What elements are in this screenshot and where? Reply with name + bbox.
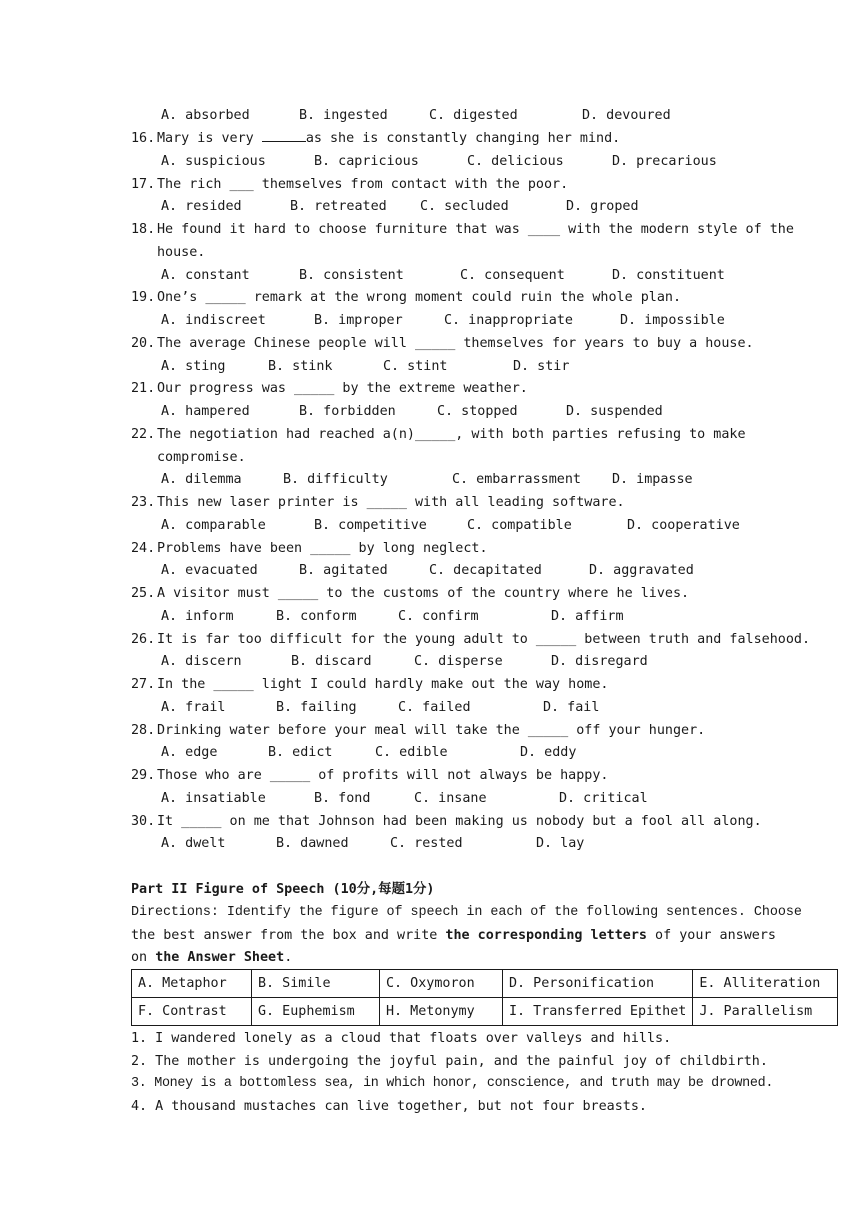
- question-number: 26.: [131, 632, 156, 647]
- question-number: 30.: [131, 814, 156, 829]
- question-number: 21.: [131, 381, 156, 396]
- option-a: A. comparable: [161, 518, 266, 533]
- sentence-1: 1. I wandered lonely as a cloud that floats over valleys and hills.: [131, 1031, 672, 1046]
- stem-text: Drinking water before your meal will take the _____ off your hunger.: [157, 723, 706, 738]
- directions-text: on: [131, 950, 156, 965]
- stem-text: The rich ___ themselves from contact with the poor.: [157, 177, 569, 192]
- option-c: C. confirm: [398, 609, 479, 624]
- q15-option-d: D. devoured: [582, 108, 671, 123]
- question-28-stem: [131, 721, 705, 741]
- q15-option-c: C. digested: [429, 108, 518, 123]
- question-23-stem: [131, 493, 625, 513]
- option-d: D. disregard: [551, 654, 648, 669]
- question-number: 17.: [131, 177, 156, 192]
- question-19-stem: [131, 288, 681, 308]
- part2-directions-line1: Directions: Identify the figure of speech in each of the following sentences. Choose: [131, 905, 802, 920]
- option-c: C. inappropriate: [444, 313, 573, 328]
- option-d: D. eddy: [520, 745, 577, 760]
- stem-text-after: as she is constantly changing her mind.: [305, 131, 621, 146]
- option-a: A. edge: [161, 745, 218, 760]
- stem-text: This new laser printer is _____ with all leading software.: [157, 495, 625, 510]
- question-number: 29.: [131, 768, 156, 783]
- option-c: C. consequent: [460, 268, 565, 283]
- option-d: D. critical: [559, 791, 648, 806]
- stem-text: Those who are _____ of profits will not always be happy.: [157, 768, 609, 783]
- question-number: 22.: [131, 427, 156, 442]
- option-a: A. insatiable: [161, 791, 266, 806]
- answer-sheet-emphasis: the Answer Sheet: [155, 950, 285, 965]
- stem-text-before: Mary is very: [157, 131, 262, 146]
- directions-emphasis: the corresponding letters: [445, 928, 647, 943]
- stem-text: It _____ on me that Johnson had been making us nobody but a fool all along.: [157, 814, 762, 829]
- option-a: A. inform: [161, 609, 234, 624]
- table-row: [132, 998, 838, 1026]
- option-b: B. conform: [276, 609, 357, 624]
- option-a: A. evacuated: [161, 563, 258, 578]
- option-d: D. precarious: [612, 154, 717, 169]
- question-18-stem-continued: house.: [157, 245, 206, 260]
- question-number: 16.: [131, 131, 156, 146]
- table-cell: D. Personification: [503, 970, 693, 998]
- question-24-stem: [131, 539, 488, 559]
- option-c: C. embarrassment: [452, 472, 581, 487]
- stem-text: The average Chinese people will _____ themselves for years to buy a house.: [157, 336, 754, 351]
- question-number: 18.: [131, 222, 156, 237]
- part2-heading: Part II Figure of Speech (10分,每题1分): [131, 882, 435, 897]
- option-c: C. secluded: [420, 199, 509, 214]
- directions-text: .: [284, 950, 293, 965]
- option-a: A. indiscreet: [161, 313, 266, 328]
- q15-option-b: B. ingested: [299, 108, 388, 123]
- option-b: B. stink: [268, 359, 333, 374]
- table-row: [132, 970, 838, 998]
- question-number: 28.: [131, 723, 156, 738]
- option-b: B. consistent: [299, 268, 404, 283]
- answer-blank: [262, 129, 306, 142]
- table-cell: J. Parallelism: [693, 998, 838, 1026]
- table-cell: H. Metonymy: [380, 998, 503, 1026]
- table-cell: E. Alliteration: [693, 970, 838, 998]
- question-30-stem: [131, 812, 762, 832]
- option-a: A. sting: [161, 359, 226, 374]
- question-25-stem: [131, 584, 689, 604]
- question-26-stem: [131, 630, 810, 650]
- option-b: B. retreated: [290, 199, 387, 214]
- question-number: 24.: [131, 541, 156, 556]
- option-a: A. discern: [161, 654, 242, 669]
- option-c: C. edible: [375, 745, 448, 760]
- option-c: C. stint: [383, 359, 448, 374]
- option-b: B. capricious: [314, 154, 419, 169]
- option-c: C. stopped: [437, 404, 518, 419]
- question-20-stem: [131, 334, 754, 354]
- question-21-stem: [131, 379, 528, 399]
- option-c: C. decapitated: [429, 563, 542, 578]
- option-c: C. failed: [398, 700, 471, 715]
- option-a: A. dwelt: [161, 836, 226, 851]
- option-c: C. delicious: [467, 154, 564, 169]
- option-c: C. disperse: [414, 654, 503, 669]
- stem-text: The negotiation had reached a(n)_____, with both parties refusing to make: [157, 427, 746, 442]
- option-d: D. constituent: [612, 268, 725, 283]
- question-number: 19.: [131, 290, 156, 305]
- option-d: D. suspended: [566, 404, 663, 419]
- stem-text: He found it hard to choose furniture that was ____ with the modern style of the: [157, 222, 794, 237]
- option-b: B. discard: [291, 654, 372, 669]
- table-cell: C. Oxymoron: [380, 970, 503, 998]
- question-29-stem: [131, 766, 608, 786]
- question-number: 20.: [131, 336, 156, 351]
- table-cell: I. Transferred Epithet: [503, 998, 693, 1026]
- option-d: D. affirm: [551, 609, 624, 624]
- option-b: B. competitive: [314, 518, 427, 533]
- stem-text: Our progress was _____ by the extreme weather.: [157, 381, 528, 396]
- stem-text: It is far too difficult for the young adult to _____ between truth and falsehood.: [157, 632, 811, 647]
- option-a: A. suspicious: [161, 154, 266, 169]
- table-cell: A. Metaphor: [132, 970, 252, 998]
- option-b: B. difficulty: [283, 472, 388, 487]
- option-d: D. stir: [513, 359, 570, 374]
- option-b: B. agitated: [299, 563, 388, 578]
- option-b: B. edict: [268, 745, 333, 760]
- option-b: B. failing: [276, 700, 357, 715]
- option-b: B. dawned: [276, 836, 349, 851]
- question-22-stem-continued: compromise.: [157, 450, 246, 465]
- stem-text: Problems have been _____ by long neglect.: [157, 541, 488, 556]
- question-17-stem: [131, 175, 568, 195]
- option-d: D. impasse: [612, 472, 693, 487]
- question-22-stem: [131, 425, 746, 445]
- sentence-4: 4. A thousand mustaches can live together, but not four breasts.: [131, 1099, 647, 1114]
- question-number: 25.: [131, 586, 156, 601]
- option-c: C. insane: [414, 791, 487, 806]
- option-a: A. frail: [161, 700, 226, 715]
- table-cell: G. Euphemism: [252, 998, 380, 1026]
- question-16-stem: [131, 129, 620, 149]
- option-a: A. resided: [161, 199, 242, 214]
- question-number: 23.: [131, 495, 156, 510]
- directions-text: of your answers: [646, 928, 776, 943]
- option-b: B. forbidden: [299, 404, 396, 419]
- question-number: 27.: [131, 677, 156, 692]
- option-d: D. groped: [566, 199, 639, 214]
- sentence-3: 3. Money is a bottomless sea, in which honor, conscience, and truth may be drowned.: [131, 1076, 774, 1091]
- question-18-stem: [131, 220, 794, 240]
- option-d: D. fail: [543, 700, 600, 715]
- stem-text: One’s _____ remark at the wrong moment could ruin the whole plan.: [157, 290, 682, 305]
- part2-directions-line3: [131, 948, 292, 968]
- part2-directions-line2: [131, 926, 776, 946]
- option-d: D. cooperative: [627, 518, 740, 533]
- option-d: D. impossible: [620, 313, 725, 328]
- option-a: A. hampered: [161, 404, 250, 419]
- option-d: D. aggravated: [589, 563, 694, 578]
- table-cell: B. Simile: [252, 970, 380, 998]
- stem-text: A visitor must _____ to the customs of the country where he lives.: [157, 586, 690, 601]
- directions-text: the best answer from the box and write: [131, 928, 446, 943]
- table-cell: F. Contrast: [132, 998, 252, 1026]
- question-27-stem: [131, 675, 608, 695]
- option-b: B. improper: [314, 313, 403, 328]
- q15-option-a: A. absorbed: [161, 108, 250, 123]
- stem-text: In the _____ light I could hardly make out the way home.: [157, 677, 609, 692]
- option-d: D. lay: [536, 836, 585, 851]
- figure-of-speech-table: [131, 969, 838, 1026]
- option-b: B. fond: [314, 791, 371, 806]
- option-a: A. dilemma: [161, 472, 242, 487]
- option-a: A. constant: [161, 268, 250, 283]
- sentence-2: 2. The mother is undergoing the joyful pain, and the painful joy of childbirth.: [131, 1054, 768, 1069]
- option-c: C. compatible: [467, 518, 572, 533]
- option-c: C. rested: [390, 836, 463, 851]
